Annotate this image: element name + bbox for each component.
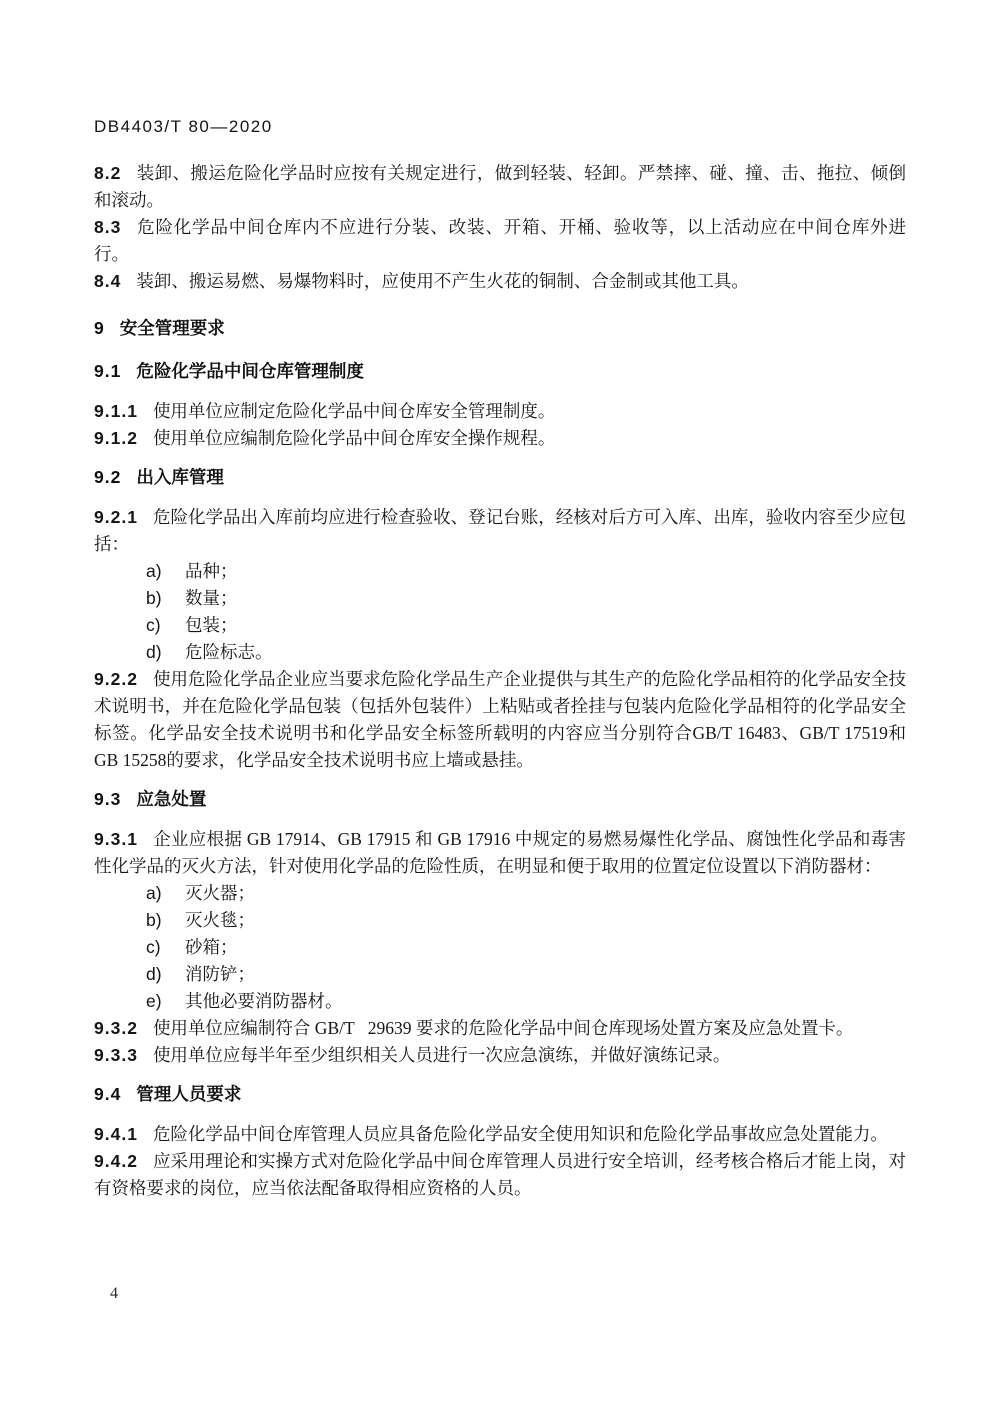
clause-8.3 [94, 214, 906, 268]
text-content: 使用单位应编制危险化学品中间仓库安全操作规程。 [152, 428, 556, 448]
clause-9.1.2 [94, 425, 906, 452]
text-content: 品种； [185, 561, 238, 581]
list-item-e [94, 988, 906, 1015]
list-item-c [94, 934, 906, 961]
clause-8.4 [94, 268, 906, 295]
section-heading-9.3 [94, 786, 906, 813]
clause-number: 8.3 [94, 217, 122, 237]
section-heading-9.1 [94, 358, 906, 385]
list-item-a [94, 880, 906, 907]
clause-number: 9.4.1 [94, 1124, 138, 1144]
section-number: 9 [94, 318, 105, 338]
clause-9.4.2 [94, 1148, 906, 1202]
section-number: 9.3 [94, 789, 122, 809]
clause-9.2.1 [94, 504, 906, 558]
clause-number: 9.1.1 [94, 401, 138, 421]
text-content: 数量； [185, 588, 238, 608]
clause-8.2 [94, 160, 906, 214]
document-code-header: DB4403/T 80—2020 [94, 117, 273, 136]
text-content: 包装； [185, 615, 238, 635]
clause-9.3.1 [94, 826, 906, 880]
text-content: 其他必要消防器材。 [185, 991, 343, 1011]
list-marker: a) [146, 561, 162, 581]
text-content: 装卸、搬运易燃、易爆物料时，应使用不产生火花的铜制、合金制或其他工具。 [136, 271, 749, 291]
text-content: 管理人员要求 [136, 1084, 242, 1104]
section-heading-9.4 [94, 1081, 906, 1108]
section-number: 9.4 [94, 1084, 122, 1104]
list-item-b [94, 585, 906, 612]
section-number: 9.2 [94, 467, 122, 487]
text-content: 危险化学品中间仓库内不应进行分装、改装、开箱、开桶、验收等，以上活动应在中间仓库外进行。 [94, 217, 906, 264]
list-marker: c) [146, 615, 161, 635]
document-content [94, 160, 906, 1202]
text-content: 使用危险化学品企业应当要求危险化学品生产企业提供与其生产的危险化学品相符的化学品安全技术说明书，并在危险化学品包装（包括外包装件）上粘贴或者拴挂与包装内危险化学品相符的化学品安全标签。化学品安全技术说明书和化学品安全标签所载明的内容应当分别符合GB/T 16483、GB/T 17519和GB 15258的要求，化学品安全技术说明书应上墙或悬挂。 [94, 669, 906, 770]
clause-number: 9.3.1 [94, 829, 138, 849]
text-content: 危险化学品中间仓库管理制度 [136, 361, 364, 381]
clause-number: 9.2.2 [94, 669, 138, 689]
clause-9.1.1 [94, 398, 906, 425]
list-marker: a) [146, 883, 162, 903]
list-item-d [94, 961, 906, 988]
text-content: 危险化学品出入库前均应进行检查验收、登记台账，经核对后方可入库、出库，验收内容至少应包括： [94, 507, 906, 554]
clause-number: 8.2 [94, 163, 122, 183]
clause-number: 9.3.3 [94, 1045, 138, 1065]
text-content: 使用单位应制定危险化学品中间仓库安全管理制度。 [152, 401, 556, 421]
text-content: 危险标志。 [185, 642, 273, 662]
text-content: 应采用理论和实操方式对危险化学品中间仓库管理人员进行安全培训，经考核合格后才能上岗，对有资格要求的岗位，应当依法配备取得相应资格的人员。 [94, 1151, 906, 1198]
clause-9.4.1 [94, 1121, 906, 1148]
text-content: 出入库管理 [136, 467, 224, 487]
clause-9.3.2 [94, 1015, 906, 1042]
list-marker: b) [146, 910, 162, 930]
clause-9.3.3 [94, 1042, 906, 1069]
list-item-b [94, 907, 906, 934]
text-content: 危险化学品中间仓库管理人员应具备危险化学品安全使用知识和危险化学品事故应急处置能力。 [152, 1124, 888, 1144]
list-marker: d) [146, 642, 162, 662]
text-content: 砂箱； [185, 937, 238, 957]
clause-number: 9.3.2 [94, 1018, 138, 1038]
clause-number: 9.2.1 [94, 507, 138, 527]
section-number: 9.1 [94, 361, 122, 381]
text-content: 装卸、搬运危险化学品时应按有关规定进行，做到轻装、轻卸。严禁摔、碰、撞、击、拖拉、倾倒和滚动。 [94, 163, 906, 210]
section-heading-9 [94, 315, 906, 342]
list-marker: e) [146, 991, 162, 1011]
list-marker: c) [146, 937, 161, 957]
list-marker: b) [146, 588, 162, 608]
section-heading-9.2 [94, 464, 906, 491]
text-content: 消防铲； [185, 964, 255, 984]
text-content: 企业应根据 GB 17914、GB 17915 和 GB 17916 中规定的易燃易爆性化学品、腐蚀性化学品和毒害性化学品的灭火方法，针对使用化学品的危险性质，在明显和便于取用的位置定位设置以下消防器材： [94, 829, 906, 876]
text-content: 使用单位应每半年至少组织相关人员进行一次应急演练，并做好演练记录。 [152, 1045, 731, 1065]
list-item-c [94, 612, 906, 639]
text-content: 灭火毯； [185, 910, 255, 930]
list-item-a [94, 558, 906, 585]
page-number: 4 [110, 1285, 118, 1302]
text-content: 应急处置 [136, 789, 207, 809]
text-content: 安全管理要求 [119, 318, 225, 338]
clause-9.2.2 [94, 666, 906, 774]
list-marker: d) [146, 964, 162, 984]
clause-number: 9.1.2 [94, 428, 138, 448]
text-content: 灭火器； [185, 883, 255, 903]
clause-number: 8.4 [94, 271, 122, 291]
list-item-d [94, 639, 906, 666]
text-content: 使用单位应编制符合 GB/T 29639 要求的危险化学品中间仓库现场处置方案及应急处置卡。 [152, 1018, 854, 1038]
clause-number: 9.4.2 [94, 1151, 138, 1171]
